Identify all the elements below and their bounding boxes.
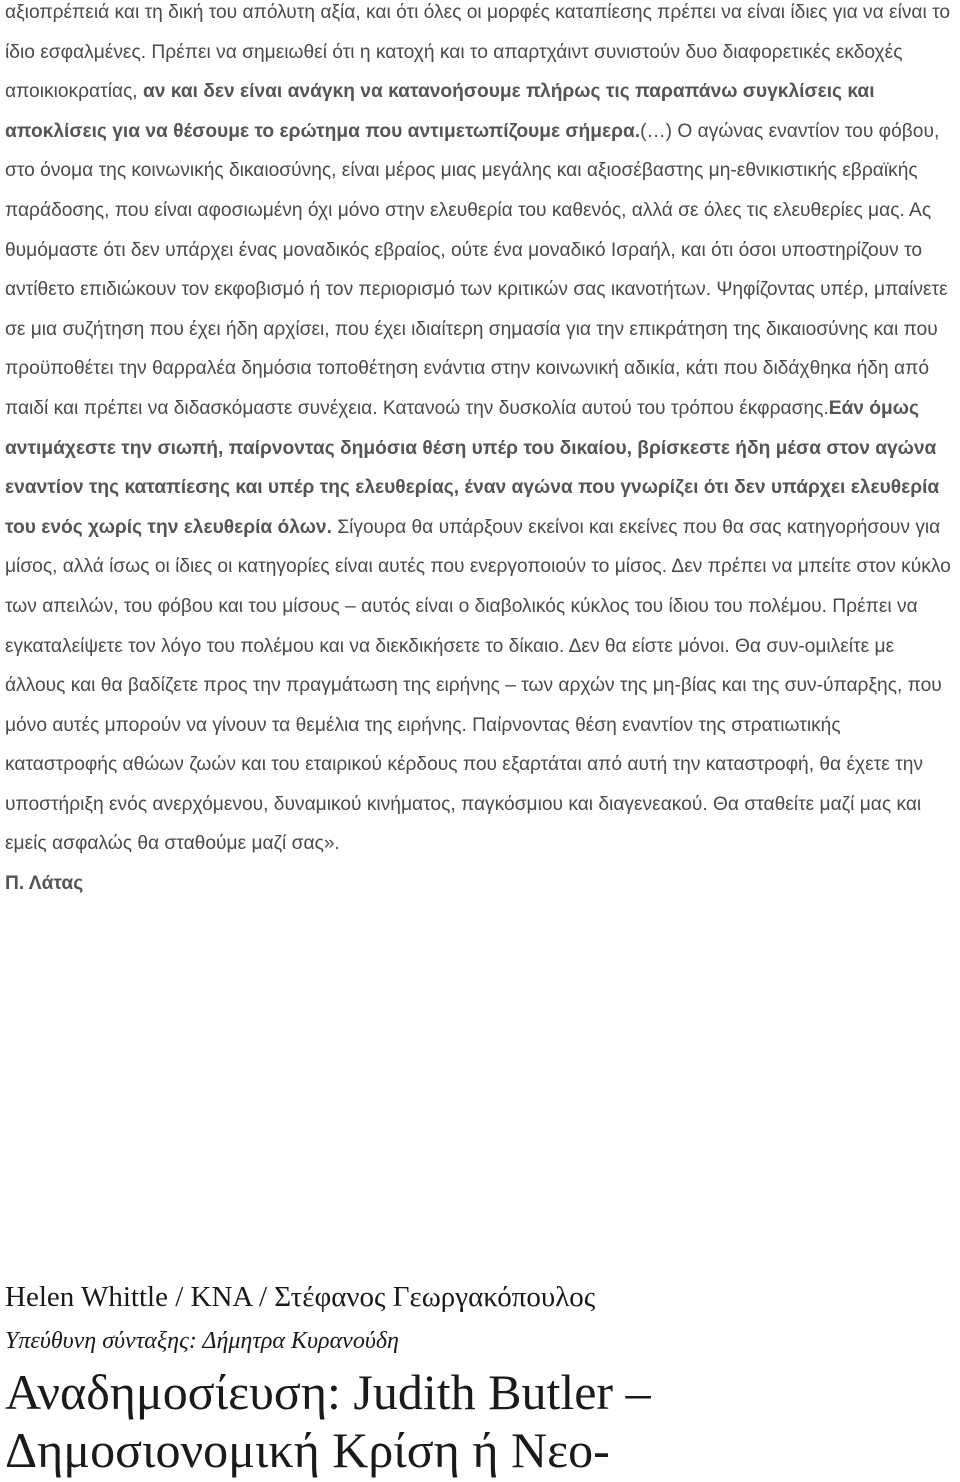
text-segment: (…) Ο αγώνας εναντίον του φόβου, στο όνομα της κοινωνικής δικαιοσύνης, είναι μέρος μιας μεγάλης και αξιοσέβαστης μη-εθνικιστικής εβραϊκής παράδοσης, που είναι αφοσιωμένη όχι μόνο στην ελευθερία του καθενός, αλλά σε όλες τις ελευθερίες μας. Ας θυμόμαστε ότι δεν υπάρχει ένας μοναδικός εβραίος, ούτε ένα μοναδικό Ισραήλ, και ότι όσοι υποστηρίζουν το αντίθετο επιδιώκουν τον εκφοβισμό ή τον περιορισμό των κριτικών σας ικανοτήτων. Ψηφίζοντας υπέρ, μπαίνετε σε μια συζήτηση που έχει ήδη αρχίσει, που έχει ιδιαίτερη σημασία για την επικράτηση της δικαιοσύνης και που προϋποθέτει την θαρραλέα δημόσια τοποθέτηση ενάντια στην κοινωνική αδικία, κάτι που διδάχθηκα ήδη από παιδί και πρέπει να διδασκόμαστε συνέχεια. Κατανοώ την δυσκολία αυτού του τρόπου έκφρασης. — [5, 120, 948, 419]
article-signature: Π. Λάτας — [5, 873, 84, 895]
next-article-title[interactable]: Αναδημοσίευση: Judith Butler – Δημοσιονομική Κρίση ή Νεο- — [5, 1364, 651, 1478]
editor-line: Υπεύθυνη σύνταξης: Δήμητρα Κυρανούδη — [5, 1328, 399, 1354]
article-credits — [5, 1275, 955, 1479]
bold-text-segment: Εάν όμως αντιμάχεστε την σιωπή, παίρνοντας δημόσια θέση υπέρ του δικαίου, βρίσκεστε ήδη μέσα στον αγώνα εναντίον της καταπίεσης και υπέρ της ελευθερίας, έναν αγώνα που γνωρίζει ότι δεν υπάρχει ελευθερία του ενός χωρίς την ελευθερία όλων. — [5, 397, 940, 538]
article-body — [5, 0, 955, 904]
text-segment: Σίγουρα θα υπάρξουν εκείνοι και εκείνες που θα σας κατηγορήσουν για μίσος, αλλά ίσως οι ίδιες οι κατηγορίες είναι αυτές που ενεργοποιούν το μίσος. Δεν πρέπει να μπείτε στον κύκλο των απειλών, του φόβου και του μίσους – αυτός είναι ο διαβολικός κύκλος του ίδιου του πολέμου. Πρέπει να εγκαταλείψετε τον λόγο του πολέμου και να διεκδικήσετε το δίκαιο. Δεν θα είστε μόνοι. Θα συν-ομιλείτε με άλλους και θα βαδίζετε προς την πραγμάτωση της ειρήνης – των αρχών της μη-βίας και της συν-ύπαρξης, που μόνο αυτές μπορούν να γίνουν τα θεμέλια της ειρήνης. Παίρνοντας θέση εναντίον της στρατιωτικής καταστροφής αθώων ζωών και του εταιρικού κέρδους που εξαρτάται από αυτή την καταστροφή, θα έχετε την υποστήριξη ενός ανερχόμενου, δυναμικού κινήματος, παγκόσμιου και διαγενεακού. Θα σταθείτε μαζί μας και εμείς ασφαλώς θα σταθούμε μαζί σας». — [5, 516, 951, 855]
authors-line: Helen Whittle / KNA / Στέφανος Γεωργακόπουλος — [5, 1281, 596, 1313]
text-segment: αξιοπρέπειά και τη δική του απόλυτη αξία, και ότι όλες οι μορφές καταπίεσης πρέπει να είναι ίδιες για να είναι το ίδιο εσφαλμένες. Πρέπει να σημειωθεί ότι η κατοχή και το απαρτχάιντ συνιστούν δυο διαφορετικές εκδοχές αποικιοκρατίας, — [5, 2, 951, 103]
article-paragraph — [5, 0, 955, 864]
bold-text-segment: αν και δεν είναι ανάγκη να κατανοήσουμε πλήρως τις παραπάνω συγκλίσεις και αποκλίσεις για να θέσουμε το ερώτημα που αντιμετωπίζουμε σήμερα. — [5, 81, 875, 142]
